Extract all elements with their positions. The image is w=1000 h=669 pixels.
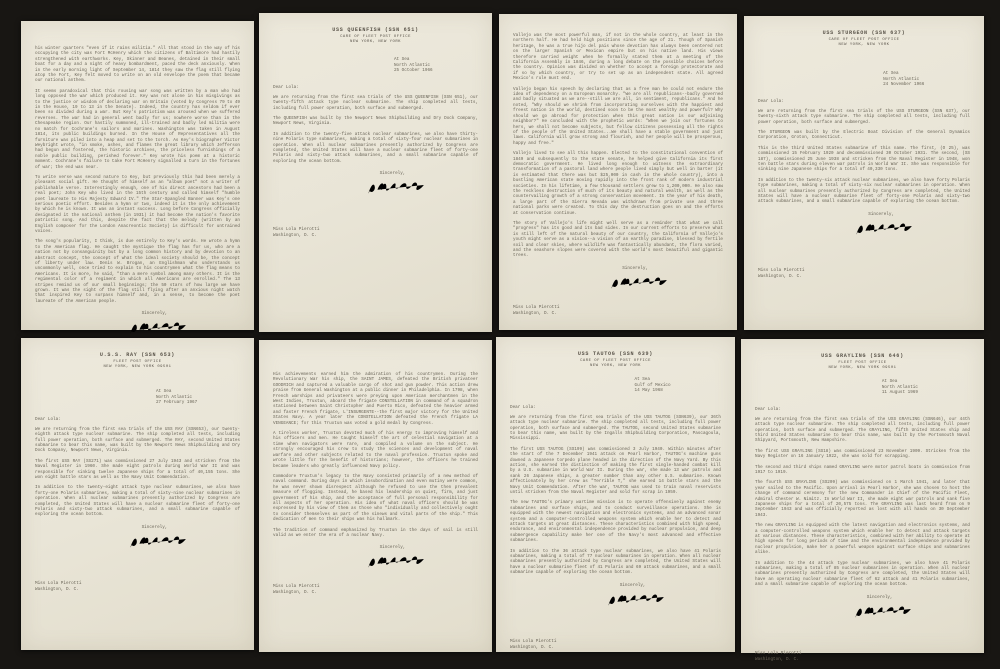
letterhead (273, 27, 478, 44)
paragraph: In addition to the 44 attack type nuclear submarines, we also have 41 Polaris submarines, making a total of 85 nuclear submarines in operation. When all nuclear submarines presently authorized by Congress are completed, the United States will have an operating nuclear submarine fleet of 62 attack and 41 Polaris submarines, and a small submarine capable of exploring the ocean bottom. (755, 560, 970, 588)
paragraph: The new GRAYLING is equipped with the latest navigation and electronics systems, and a computer-controlled weapons system which enable her to detect and attack targets at various distances. These characteristics, combined with her ability to operate at high speeds for long periods of time and the environmental independence provided by nuclear propulsion, make her a powerful weapon against surface ships and submarines alike. (755, 523, 970, 556)
paragraph: In addition to the twenty-eight attack type nuclear submarines, we also have forty-one Polaris submarines, making a total of sixty-nine nuclear submarines in operation. When all nuclear submarines presently authorized by Congress are completed, the United States will have a nuclear submarine fleet of forty-one Polaris and sixty-two attack submarines, and a small submarine capable of exploring the ocean bottom. (35, 485, 240, 518)
letterhead-line: NEW YORK, NEW YORK (589, 364, 642, 368)
recipient-city: Washington, D. C. (758, 273, 802, 279)
letter-continuation-truxtun (259, 340, 492, 652)
signature-handwriting (851, 601, 914, 622)
letterhead-ship-name: USS QUEENFISH (SSN 651) (332, 27, 419, 33)
letterhead-line: NEW YORK, NEW YORK 09501 (103, 365, 172, 369)
letter-continuation-key (21, 21, 254, 330)
paragraph: The fourth USS GRAYLING (SS209) was commissioned on 1 March 1941, and later that year sailed to the Pacific. Upon arrival in Pearl Harbor, she was chosen to host the change of command ceremony for the new Commander in Chief of the Pacific Fleet, Admiral Chester W. Nimitz. In World War II, she made eight war patrols and sank five Japanese ships for a total of 20,575 tons. The GRAYLING was last heard from on 9 September 1943 and was officially reported as lost with all hands on 30 September 1943. (755, 480, 970, 518)
closing: Sincerely, (141, 311, 168, 317)
paragraph: We are returning from the first sea trials of the USS QUEENFISH (SSN 651), our twenty-fifth attack type nuclear submarine. The ship completed all tests, including full power operation, both surface and submerged. (273, 94, 478, 111)
signature-handwriting (127, 317, 190, 338)
paragraph: In addition to the twenty-five attack nuclear submarines, we also have thirty-nine Polaris type submarines, making a total of sixty-four nuclear submarines in operation. When all nuclear submarines presently authorized by Congress are completed, the United States will have a nuclear submarine fleet of forty-one Polaris and sixty-two attack submarines, and a small submarine capable of exploring the ocean bottom. (273, 131, 478, 164)
closing: Sincerely, (379, 171, 406, 177)
paragraph: Commodore Truxtun's legacy to the Navy consisted primarily of a new method of naval command. During days in which insubordination and even mutiny were common, he was never shown disrespect although he refused to use the then prevalent measure of flogging. Instead, he based his leadership on quiet, firm, and just government of his ship, and the acceptance of full personal responsibility for all aspects of her operation. His idea of what naval officers should be was expressed by his view of them as those who "individually and collectively ought to consider themselves as part of the sinews and vital parts of the ship." This dedication of men to their ships was his hallmark. (273, 473, 478, 523)
signature-handwriting (607, 272, 670, 293)
recipient-name: Miss Lola Pierotti (273, 227, 320, 233)
signature-handwriting (127, 531, 190, 552)
letterhead-line: NEW YORK, NEW YORK 09501 (828, 366, 897, 370)
recipient-city: Washington, D. C. (510, 644, 554, 650)
recipient-city: Washington, D. C. (755, 656, 799, 662)
letterhead (758, 30, 970, 47)
salutation: Dear Lola: (510, 404, 536, 410)
paragraph: We are returning from the first sea trials of the USS STURGEON (SSN 637), our twenty-sixth attack type submarine. The ship completed all tests, including full power operation, both surface and submerged. (758, 108, 970, 125)
recipient-name: Miss Lola Pierotti (755, 650, 802, 656)
paragraph: In addition to the twenty-six attack nuclear submarines, we also have forty Polaris type submarines, making a total of sixty-six nuclear submarines in operation. When all nuclear submarines presently authorized by Congress are completed, the United States will have a nuclear submarine fleet of forty-one Polaris and sixty-two attack submarines, and a small submarine capable of exploring the ocean bottom. (758, 177, 970, 205)
recipient-address (513, 305, 723, 317)
signature-handwriting (853, 218, 916, 239)
letter-uss-ray (21, 338, 254, 650)
recipient-name: Miss Lola Pierotti (513, 304, 560, 310)
letterhead-ship-name: USS STURGEON (SSN 637) (822, 30, 906, 36)
letterhead-ship-name: USS GRAYLING (SSN 646) (821, 353, 904, 359)
closing: Sincerely, (622, 265, 648, 271)
letter-uss-sturgeon (744, 16, 984, 330)
paragraph: We are returning from the first sea trials of the USS GRAYLING (SSN646), our 44th attack type nuclear submarine. The ship completed all tests, including full power operation, both surface and submerged. The GRAYLING, fifth United States ship and third United States submarine to bear this name, was built by the Portsmouth Naval Shipyard, Portsmouth, New Hampshire. (755, 416, 970, 444)
paragraph: In addition to the 36 attack type nuclear submarines, we also have 41 Polaris submarines, making a total of 77 nuclear submarines in operation. When all nuclear submarines presently authorized by Congress are completed, the United States will have a nuclear submarine fleet of 41 Polaris and 69 attack submarines, and a small submarine capable of exploring the ocean bottom. (510, 548, 721, 576)
recipient-name: Miss Lola Pierotti (758, 267, 805, 273)
salutation: Dear Lola: (35, 416, 61, 422)
salutation: Dear Lola: (273, 84, 299, 90)
salutation: Dear Lola: (755, 406, 781, 412)
recipient-city: Washington, D. C. (513, 310, 557, 316)
recipient-name: Miss Lola Pierotti (273, 584, 320, 590)
recipient-address (273, 227, 478, 239)
closing: Sincerely, (619, 582, 646, 588)
letterhead-line: NEW YORK, NEW YORK (349, 40, 402, 44)
paragraph: his winter quarters "even if it rains militia." All that stood in the way of his occupying the city was Fort McHenry which the citizens of Baltimore had hastily strengthened with earthworks. Key, Skinner and Beanes, detained in their small boat for a day and a night of heavy bombardment, paced the deck anxiously. When in the early morning light of September 14, 1814 they saw the flag still flying atop the Fort, Key felt moved to write on an old envelope the poem that became our national anthem. (35, 46, 240, 84)
letter-uss-grayling (741, 339, 984, 662)
salutation: Dear Lola: (758, 98, 784, 104)
recipient-address (273, 584, 478, 596)
letter-uss-queenfish (259, 13, 492, 332)
paragraph: The QUEENFISH was built by the Newport News Shipbuilding and Dry Dock Company, Newport News, Virginia. (273, 115, 478, 127)
paragraph: His achievements earned him the admiration of his countrymen. During the Revolutionary War his ship, the SAINT JAMES, defeated the British privateer GOODRICH and captured a valuable cargo of shot and gun powder. This action drew praise from General Washington at a public dinner in Philadelphia. In 1798, when French warships and privateers were preying upon American merchantmen in the West Indies, Truxtun, aboard the frigate CONSTELLATION in command of a squadron stationed between Saint Christopher and Puerto Rico, defeated the heavier armed and faster French frigate, L'INSURGENTE--the first major victory for the United States Navy. A year later the CONSTELLATION defeated the French frigate LA VENGEANCE; for this Truxtun was voted a gold medal by Congress. (273, 372, 478, 426)
paragraph: To write verse was second nature to Key, but previously this had been merely a pleasant social gift. He thought of himself as an "album poet" not a writer of publishable verse. Interestingly enough, one of his direct ancestors had been a real poet; John Key who lived in the 15th century and called himself "humble poet laureate to His Majesty Edward IV." The Star-Spangled Banner was Key's one serious poetic effort. Besides a hymn or two, indeed it is the only achievement by which he is known. It was an instant success. Long before Congress officially designated it the national anthem (in 1931) it had become the nation's favorite patriotic song. And this, despite the fact that the melody (written by an English composer for the London Anacreontic Society) is difficult for untrained voices. (35, 174, 240, 234)
letterhead-line: CARE OF FLEET POST OFFICE (340, 34, 411, 39)
paragraph: The first USS RAY (SS271) was commissioned 27 July 1943 and stricken from the Naval Register in 1960. She made eight patrols during World War II and was responsible for sinking twelve Japanese ships for a total of 40,155 tons. She won eight battle stars as well as the Navy Unit Commendation. (35, 458, 240, 480)
signature-handwriting (605, 589, 668, 610)
closing: Sincerely, (866, 594, 893, 600)
paragraph: The first USS GRAYLING (SS18) was commissioned 23 November 1909. Stricken from the Navy Register on 16 January 1922, she was sold for scrapping. (755, 448, 970, 460)
letterhead (35, 352, 240, 369)
closing: Sincerely, (379, 545, 406, 551)
paragraph: The story of Vallejo's life might well serve as a reminder that what we call "progress" has its good and its bad sides. In our current efforts to preserve what is still left of the natural beauty of our country, the California of Vallejo's youth might serve as a vision--a vision of an earthly paradise, blessed by fertile soil and clear skies, where wildlife was fantastically abundant, the flora varied, and the seashore slopes were covered with the world's most beautiful and gigantic trees. (513, 221, 723, 259)
recipient-address (755, 651, 970, 663)
paragraph: We are returning from the first sea trials of the USS TAUTOG (SSN639), our 36th attack type nuclear submarine. The ship completed all tests, including full power operation, both surface and submerged. The TAUTOG, second United States submarine to bear this name, was built by the Ingalls Shipbuilding Corporation, Pascagoula, Mississippi. (510, 414, 721, 442)
paragraph: The STURGEON was built by the Electric Boat Division of the General Dynamics Corporation, Groton, Connecticut. (758, 129, 970, 141)
letterhead-line: CARE OF FLEET POST OFFICE (580, 358, 651, 363)
recipient-name: Miss Lola Pierotti (35, 580, 82, 586)
dateline: At Sea North Atlantic 25 October 1966 (393, 57, 433, 74)
letterhead-line: CARE OF FLEET POST OFFICE (828, 37, 900, 42)
recipient-city: Washington, D. C. (273, 233, 317, 238)
dateline: At Sea North Atlantic 27 February 1967 (155, 389, 198, 406)
paragraph: The second and third ships named GRAYLING were motor patrol boats in commission from 1917 to 1919. (755, 464, 970, 475)
paragraph: Vallejo began his speech by declaring that as a free man he could not endure the idea of dependency on a European monarchy. "We are all republicans--badly governed and badly situated as we are--still we are all, in sentiment, republicans." And he noted, "Why should we shrink from incorporating ourselves with the happiest and freest nation in the world, destined soon to be the most wealthy and powerful? Why should we go abroad for protection when this great nation is our adjoining neighbor?" He concluded with the prophetic words: "When we join our fortunes to hers, we shall not become subjects, but fellow citizens possessing all the rights of the people of the United States...We shall have a stable government and just laws. California will grow strong and flourish, and her people will be prosperous, happy and free." (513, 86, 723, 146)
paragraph: Vallejo lived to see all this happen. Elected to the constitutional convention of 1849 and subsequently to the state senate, he helped give California its first democratic government. He lived long enough to witness the extraordinary transformation of a pastoral land where people lived simply but well in barter (it is estimated that there was but $25,000 in cash in the whole country), into a bustling American state moving rapidly into the front rank of modern industrial societies. In his lifetime, a few thousand settlers grew to 1,200,000. He also saw the reckless destruction of much of its beauty and natural wealth, as well as the countervailing growth of a strong conservation movement. In the year of his death, a large part of the Sierra Nevada was withdrawn from private use and three national parks were created. To this day the destruction goes on and the efforts at conservation continue. (513, 151, 723, 216)
recipient-address (758, 268, 970, 280)
letterhead-line: NEW YORK, NEW YORK (838, 43, 890, 47)
paragraph: The new TAUTOG's primary wartime mission is to operate offensively against enemy submarines and surface ships, and to conduct surveillance operations. She is equipped with the newest navigation and electronics systems, and an advanced sonar system and a computer-controlled weapons system which enable her to detect and attack targets at great distances. These characteristics combined with high speed, endurance, and environmental independence provided by nuclear propulsion, and deep submergence capability make her one of the Navy's most advanced and effective submarines. (510, 500, 721, 544)
letterhead (510, 351, 721, 368)
recipient-address (510, 639, 721, 651)
recipient-address (35, 581, 240, 593)
dateline: At Sea North Atlantic 24 November 1966 (883, 71, 925, 88)
paragraph: We are returning from the first sea trials of the USS RAY (SSN653), our twenty-eighth attack type nuclear submarine. The ship completed all tests, including full power operation, both surface and submerged. The RAY, second United States submarine to bear this name, was built by the Newport News Shipbuilding and Dry Dock Company, Newport News, Virginia. (35, 426, 240, 454)
recipient-city: Washington, D. C. (35, 586, 79, 592)
closing: Sincerely, (868, 211, 895, 217)
letterhead (755, 353, 970, 370)
signature-handwriting (365, 551, 428, 572)
letter-continuation-vallejo (499, 14, 737, 330)
recipient-name: Miss Lola Pierotti (510, 638, 557, 644)
paragraph: The song's popularity, I think, is due entirely to Key's words. He wrote a hymn to the American flag. He caught the mystique the flag has for us, who are a nation not by consanguinity but by a long common history and by devotion to an abstract concept, the concept of what the ideal society should be, the concept of liberty under law. Denis W. Brogan, an Englishman who understands us uncommonly well, once tried to explain to his countrymen what the flag means to Americans. It is more, he said, "than a mere symbol among many others. It is the regimental color of a regiment in which all Americans are enrolled." The 13 stripes remind us of our small beginnings; the 50 stars of how large we have grown. It was the sight of the flag still flying after an anxious night watch that inspired Key to surpass himself and, in a sense, to become the poet laureate of the American people. (35, 239, 240, 304)
paragraph: It seems paradoxical that this rousing war song was written by a man who had long opposed the war which produced it. Key was not alone in his misgivings as to the justice or wisdom of declaring war on Britain (voted by Congress 79 to 49 in the House, 19 to 13 in the Senate). Indeed, the country has seldom if ever been so divided during a war. But Key's patriotism was aroused when we suffered reverses. The war had in general went badly for us; nowhere worse than in the Chesapeake region. Our hastily summoned, ill-trained and badly led militia were no match for Cochrane's sailors and marines. Washington was taken in August 1814, its public buildings burned. In the House of Representatives all the furniture was piled into a heap and set to the torch. As Key's biographer Victor Weybright wrote, "in smoke, ashes, and flames the great library which Jefferson had begun and fostered, the historic archives, the priceless furnishings of a noble public building, perished forever." Key wrote his poem at a historic moment. Cochrane's failure to take Fort McHenry signalled a turn in the fortunes of war; the end was near. (35, 88, 240, 170)
letterhead-ship-name: USS TAUTOG (SSN 639) (577, 351, 654, 357)
dateline: At Sea Gulf of Mexico 14 May 1968 (634, 377, 671, 394)
closing: Sincerely, (141, 524, 168, 530)
paragraph: The first USS TAUTOG (SS199) was commissioned 3 July 1940. Within minutes after the start of the 7 December 1941 attack on Pearl Harbor, TAUTOG's machine guns downed a Japanese torpedo plane headed in the direction of the Navy Yard. By this action, she earned the distinction of making the first single-handed combat kill by a U.S. submarine in World War II. During the war, she made 13 war patrols and sank 26 Japanese ships, a greater number than any other U.S. submarine. Known affectionately by her crew as "Terrible T," she earned 14 battle stars and the Navy Unit Commendation. After the war, TAUTOG was used to train naval reservists until stricken from the Naval Register and sold for scrap in 1959. (510, 446, 721, 496)
dateline: At Sea North Atlantic 11 August 1969 (881, 379, 918, 396)
letterhead-line: FLEET POST OFFICE (838, 360, 887, 365)
recipient-city: Washington, D. C. (273, 590, 317, 596)
signature-handwriting (365, 177, 428, 198)
letterhead-ship-name: U.S.S. RAY (SSN 653) (99, 352, 176, 358)
paragraph: A tireless worker, Truxtun devoted much of his energy to improving himself and his officers and men. He taught himself the art of celestial navigation at a time when navigators were rare, and compiled a volume on the subject. He strongly encouraged his crew to study the sciences and development of naval warfare and other subjects related to the naval profession. Truxtun spoke and wrote little for the benefit of historians; however, the officers he trained became leaders who greatly influenced Navy policy. (273, 431, 478, 469)
paragraph: This is the third United States submarine of this name. The first, (O 25), was commissioned 15 February 1920 and decommissioned 30 October 1931. The second, (SS 187), commissioned 25 June 1938 and stricken from the Naval Register in 1948, won ten battle stars during eleven war patrols in World War II. She was responsible for sinking nine Japanese ships for a total of 40,330 tons. (758, 145, 970, 173)
letterhead-line: FLEET POST OFFICE (113, 359, 162, 364)
paragraph: The tradition of command emphasized by Truxtun in the days of sail is still valid as we enter the era of a nuclear Navy. (273, 527, 478, 538)
paragraph: Vallejo was the most powerful man, if not in the whole country, at least in the northern half. He had held high positions since the age of 21. Though of Spanish heritage, he was a true hijo del pais whose devotion has always been centered not on the larger Spanish or Mexican empire but on his native land. His views therefore carried weight when he formally stated them at a meeting of the California Assembly in 1846, during a long debate on the possible choices before the country. Opinion was divided on whether to accept a foreign protectorate and if so by which country, or try to set up as an independent state. All agreed Mexico's rule must end. (513, 33, 723, 82)
letter-uss-tautog (496, 337, 735, 652)
